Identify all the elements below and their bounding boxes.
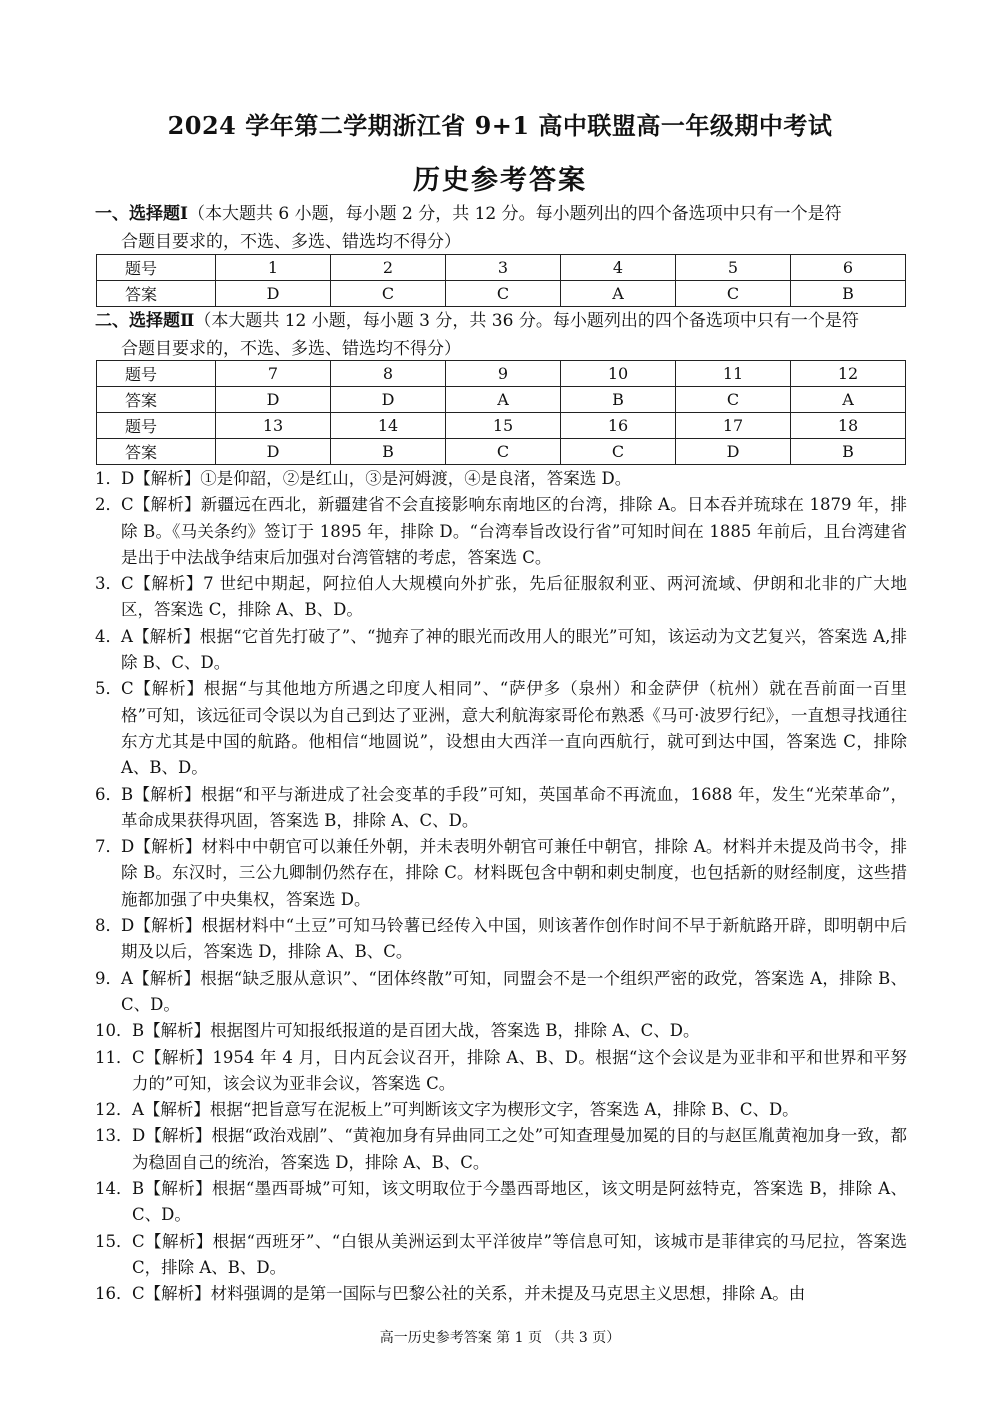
answer-cell: A [446,387,561,413]
answer-cell: C [676,387,791,413]
question-number-cell: 8 [331,361,446,387]
page-footer: 高一历史参考答案 第 1 页 （共 3 页） [379,1330,621,1346]
item-number: 10． [95,1021,133,1041]
item-text: C【解析】1954 年 4 月，日内瓦会议召开，排除 A、B、D。根据“这个会议是为亚非和平和世界和平努力的”可知，该会议为亚非会议，答案选 C。 [132,1047,907,1093]
item-text: C【解析】根据“与其他地方所遇之印度人相同”、“萨伊多（泉州）和金萨伊（杭州）就在吾前面一百里格”可知，该远征司令误以为自己到达了亚洲，意大利航海家哥伦布熟悉《马可·波罗行纪》，一直想寻找通往东方尤其是中国的航路。他相信“地圆说”，设想由大西洋一直向西航行，就可到达中国，答案选 C，排除 A、B、D。 [121,679,907,778]
section-2-desc-line1: （本大题共 12 小题，每小题 3 分，共 36 分。每小题列出的四个备选项中只有一个是符 [194,311,859,331]
question-number-cell: 9 [446,361,561,387]
table-row [97,255,906,281]
table-row [97,387,906,413]
list-item [95,913,907,966]
question-number-cell: 6 [791,255,906,281]
table-row [97,413,906,439]
item-text: A【解析】根据“缺乏服从意识”、“团体终散”可知，同盟会不是一个组织严密的政党，答案选 A，排除 B、C、D。 [121,968,907,1014]
answer-cell: B [561,387,676,413]
item-text: C【解析】材料强调的是第一国际与巴黎公社的关系，并未提及马克思主义思想，排除 A。由 [132,1284,806,1304]
table-header-cell: 题号 [97,413,216,439]
list-item [95,1123,907,1176]
question-number-cell: 17 [676,413,791,439]
item-text: D【解析】根据“政治戏剧”、“黄袍加身有异曲同工之处”可知查理曼加冕的目的与赵匡胤黄袍加身一致，都为稳固自己的统治，答案选 D，排除 A、B、C。 [132,1126,907,1172]
question-number-cell: 14 [331,413,446,439]
table-header-cell: 答案 [97,281,216,307]
item-number: 15． [95,1231,133,1251]
answer-cell: A [791,387,906,413]
table-header-cell: 答案 [97,439,216,465]
item-number: 5． [95,679,122,699]
item-number: 4． [95,626,122,646]
item-text: B【解析】根据“墨西哥城”可知，该文明取位于今墨西哥地区，该文明是阿兹特克，答案选 B，排除 A、C、D。 [132,1179,907,1225]
section-1-desc-line1: （本大题共 6 小题，每小题 2 分，共 12 分。每小题列出的四个备选项中只有一个是符 [187,204,842,224]
question-number-cell: 7 [216,361,331,387]
item-number: 8． [95,916,122,936]
explanation-list [95,466,907,1308]
exam-title: 2024 学年第二学期浙江省 9+1 高中联盟高一年级期中考试 [167,111,833,140]
answer-cell: C [331,281,446,307]
item-text: D【解析】根据材料中“土豆”可知马铃薯已经传入中国，则该著作创作时间不早于新航路开辟，即明朝中后期及以后，答案选 D，排除 A、B、C。 [121,916,907,962]
section-1-desc-line2: 合题目要求的，不选、多选、错选均不得分） [121,232,461,252]
question-number-cell: 5 [676,255,791,281]
answer-cell: C [446,281,561,307]
list-item [95,624,907,677]
answer-cell: B [791,281,906,307]
item-text: A【解析】根据“把旨意写在泥板上”可判断该文字为楔形文字，答案选 A，排除 B、C、D。 [132,1100,799,1120]
answer-cell: B [331,439,446,465]
table-header-cell: 题号 [97,255,216,281]
question-number-cell: 12 [791,361,906,387]
table-row [97,361,906,387]
item-text: C【解析】7 世纪中期起，阿拉伯人大规模向外扩张，先后征服叙利亚、两河流域、伊朗和北非的广大地区，答案选 C，排除 A、B、D。 [121,574,907,620]
answer-cell: B [791,439,906,465]
item-number: 3． [95,574,122,594]
item-text: A【解析】根据“它首先打破了”、“抛弃了神的眼光而改用人的眼光”可知，该运动为文艺复兴，答案选 A,排除 B、C、D。 [121,626,907,673]
list-item [95,782,907,835]
list-item [95,1176,907,1229]
item-text: C【解析】新疆远在西北，新疆建省不会直接影响东南地区的台湾，排除 A。日本吞并琉球在 1879 年，排除 B。《马关条约》签订于 1895 年，排除 D。“台湾奉旨改设行省”可知时间在 1885 年前后，且台湾建省是出于中法战争结束后加强对台湾管辖的考虑，答案选 C。 [121,495,907,567]
section-1-label: 一、选择题Ⅰ [95,204,188,224]
list-item [95,1097,907,1123]
list-item [95,1045,907,1098]
item-text: D【解析】①是仰韶，②是红山，③是河姆渡，④是良渚，答案选 D。 [121,469,632,488]
item-number: 14． [95,1179,133,1199]
answer-cell: D [216,281,331,307]
question-number-cell: 13 [216,413,331,439]
item-number: 16． [95,1284,133,1304]
table-row [97,439,906,465]
list-item [95,834,907,913]
question-number-cell: 15 [446,413,561,439]
answer-cell: D [676,439,791,465]
item-number: 13． [95,1126,133,1146]
answer-cell: C [446,439,561,465]
question-number-cell: 11 [676,361,791,387]
item-text: B【解析】根据图片可知报纸报道的是百团大战，答案选 B，排除 A、C、D。 [132,1021,700,1041]
list-item [95,966,907,1019]
section-2-desc-line2: 合题目要求的，不选、多选、错选均不得分） [121,339,461,359]
table-header-cell: 题号 [97,361,216,387]
answer-cell: D [331,387,446,413]
item-number: 7． [95,837,122,857]
section-2-heading [95,307,910,363]
question-number-cell: 18 [791,413,906,439]
answer-cell: D [216,387,331,413]
question-number-cell: 4 [561,255,676,281]
question-number-cell: 2 [331,255,446,281]
item-number: 12． [95,1100,133,1120]
answer-cell: D [216,439,331,465]
list-item [95,466,907,492]
item-text: D【解析】材料中中朝官可以兼任外朝，并未表明外朝官可兼任中朝官，排除 A。材料并未提及尚书令，排除 B。东汉时，三公九卿制仍然存在，排除 C。材料既包含中朝和刺史制度，也包括新的财经制度，这些措施都加强了中央集权，答案选 D。 [121,837,907,909]
list-item [95,676,907,781]
item-text: C【解析】根据“西班牙”、“白银从美洲运到太平洋彼岸”等信息可知，该城市是菲律宾的马尼拉，答案选 C，排除 A、B、D。 [132,1231,907,1277]
item-number: 11． [95,1047,133,1067]
list-item [95,1281,907,1307]
list-item [95,1229,907,1282]
answer-cell: C [676,281,791,307]
document-subtitle: 历史参考答案 [413,165,587,196]
item-number: 2． [95,495,122,515]
question-number-cell: 16 [561,413,676,439]
answer-cell: C [561,439,676,465]
list-item [95,492,907,571]
section-2-label: 二、选择题Ⅱ [95,311,195,331]
item-number: 9． [95,968,122,988]
list-item [95,1018,907,1044]
item-number: 1． [95,469,122,488]
item-number: 6． [95,784,122,804]
section-2-answer-table [96,360,906,465]
question-number-cell: 10 [561,361,676,387]
answer-cell: A [561,281,676,307]
table-header-cell: 答案 [97,387,216,413]
table-row [97,281,906,307]
section-1-heading [95,200,910,256]
list-item [95,571,907,624]
question-number-cell: 3 [446,255,561,281]
item-text: B【解析】根据“和平与渐进成了社会变革的手段”可知，英国革命不再流血，1688 年，发生“光荣革命”，革命成果获得巩固，答案选 B，排除 A、C、D。 [121,784,907,830]
question-number-cell: 1 [216,255,331,281]
section-1-answer-table [96,254,906,307]
